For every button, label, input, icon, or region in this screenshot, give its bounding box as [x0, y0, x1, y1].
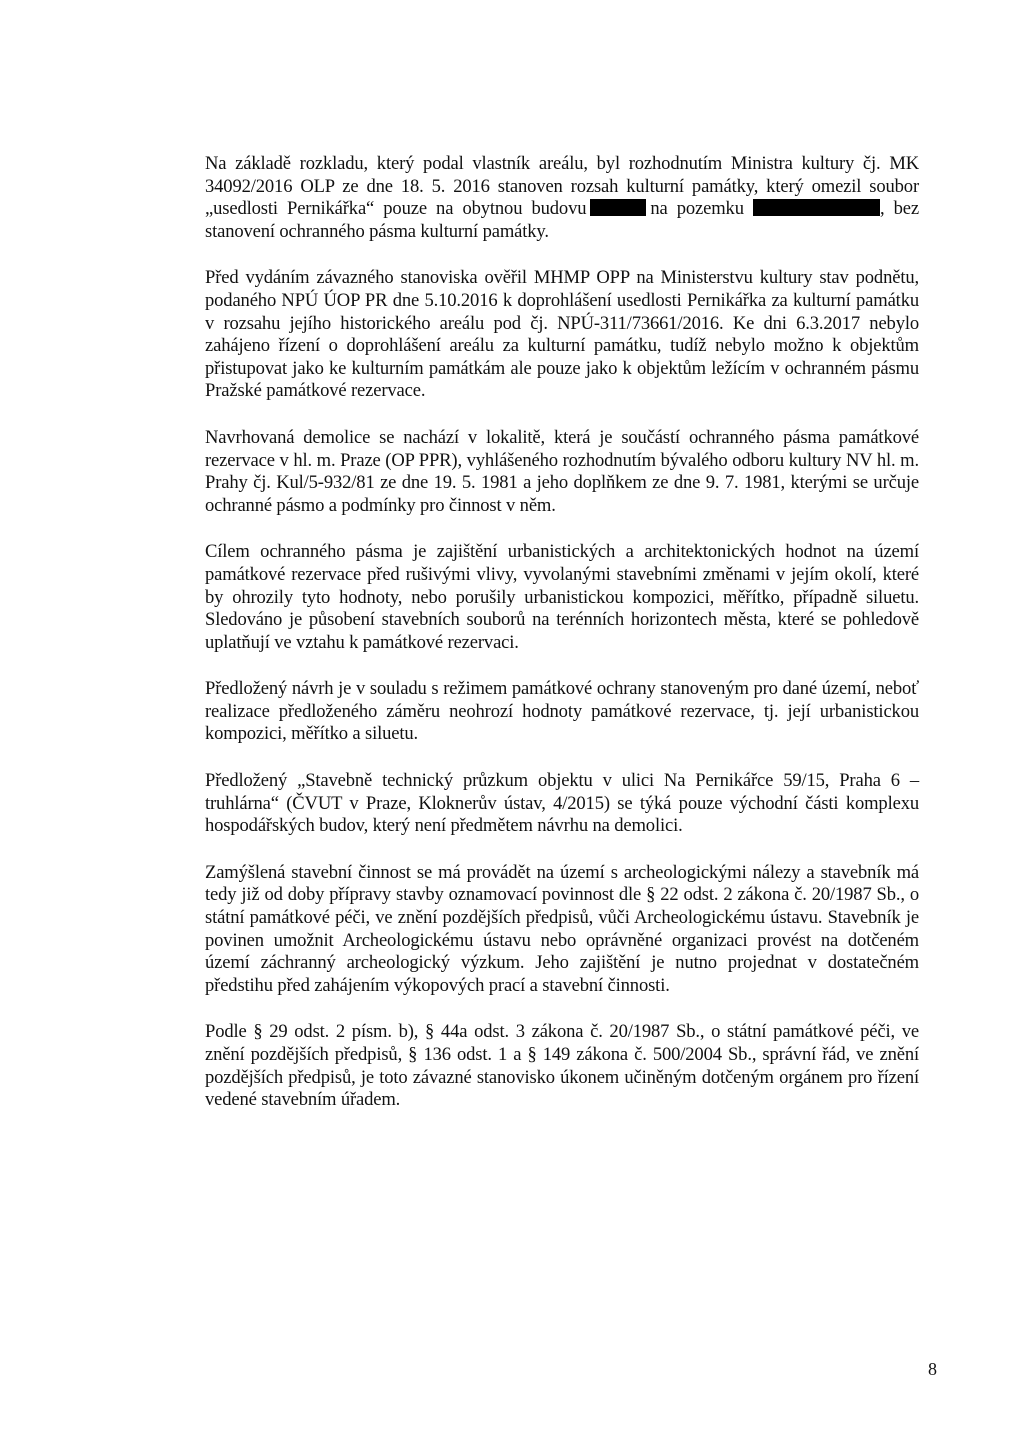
- paragraph-7: Zamýšlená stavební činnost se má provádět na území s archeologickými nálezy a stavebník má tedy již od doby přípravy stavby oznamovací povinnost dle § 22 odst. 2 zákona č. 20/1987 Sb., o státní památkové péči, ve znění pozdějších předpisů, vůči Archeologickému ústavu. Stavebník je povinen umožnit Archeologickému ústavu nebo oprávněné organizaci provést na dotčeném území záchranný archeologický výzkum. Jeho zajištění je nutno projednat v dostatečném předstihu před zahájením výkopových prací a stavební činnosti.: [205, 861, 919, 996]
- document-body: [205, 153, 919, 1136]
- paragraph-5: Předložený návrh je v souladu s režimem památkové ochrany stanoveným pro dané území, neboť realizace předloženého záměru neohrozí hodnoty památkové rezervace, tj. její urbanistickou kompozici, měřítko a siluetu.: [205, 678, 919, 745]
- paragraph-4: Cílem ochranného pásma je zajištění urbanistických a architektonických hodnot na území památkové rezervace před rušivými vlivy, vyvolanými stavebními změnami v jejím okolí, které by ohrozily tyto hodnoty, nebo porušily urbanistickou kompozici, měřítko, případně siluetu. Sledováno je působení stavebních souborů na terénních horizontech města, které se pohledově uplatňují ve vztahu k památkové rezervaci.: [205, 541, 919, 653]
- redaction-box: [590, 199, 646, 216]
- paragraph-1-text-c: , bez stanovení ochranného pásma kulturní památky.: [205, 198, 919, 242]
- paragraph-1-text-a: Na základě rozkladu, který podal vlastník areálu, byl rozhodnutím Ministra kultury čj. MK 34092/2016 OLP ze dne 18. 5. 2016 stanoven rozsah kulturní památky, který omezil soubor „usedlosti Pernikářka“ pouze na obytnou budovu: [205, 153, 919, 220]
- paragraph-1: [205, 153, 919, 243]
- paragraph-3: Navrhovaná demolice se nachází v lokalitě, která je součástí ochranného pásma památkové rezervace v hl. m. Praze (OP PPR), vyhlášeného rozhodnutím bývalého odboru kultury NV hl. m. Prahy čj. Kul/5-932/81 ze dne 19. 5. 1981 a jeho doplňkem ze dne 9. 7. 1981, kterými se určuje ochranné pásmo a podmínky pro činnost v něm.: [205, 426, 919, 516]
- paragraph-2: Před vydáním závazného stanoviska ověřil MHMP OPP na Ministerstvu kultury stav podnětu, podaného NPÚ ÚOP PR dne 5.10.2016 k doprohlášení usedlosti Pernikářka za kulturní památku v rozsahu jejího historického areálu pod čj. NPÚ-311/73661/2016. Ke dni 6.3.2017 nebylo zahájeno řízení o doprohlášení areálu za kulturní památku, tudíž nebylo možno k objektům přistupovat jako ke kulturním památkám ale pouze jako k objektům ležícím v ochranném pásmu Pražské památkové rezervace.: [205, 267, 919, 402]
- redaction-box: [753, 199, 880, 216]
- paragraph-1-text-b: na pozemku: [650, 198, 744, 220]
- paragraph-8: Podle § 29 odst. 2 písm. b), § 44a odst. 3 zákona č. 20/1987 Sb., o státní památkové péči, ve znění pozdějších předpisů, § 136 odst. 1 a § 149 zákona č. 500/2004 Sb., správní řád, ve znění pozdějších předpisů, je toto závazné stanovisko úkonem učiněným dotčeným orgánem pro řízení vedené stavebním úřadem.: [205, 1021, 919, 1111]
- paragraph-6: Předložený „Stavebně technický průzkum objektu v ulici Na Pernikářce 59/15, Praha 6 – truhlárna“ (ČVUT v Praze, Kloknerův ústav, 4/2015) se týká pouze východní části komplexu hospodářských budov, který není předmětem návrhu na demolici.: [205, 770, 919, 837]
- page-number: 8: [928, 1359, 937, 1379]
